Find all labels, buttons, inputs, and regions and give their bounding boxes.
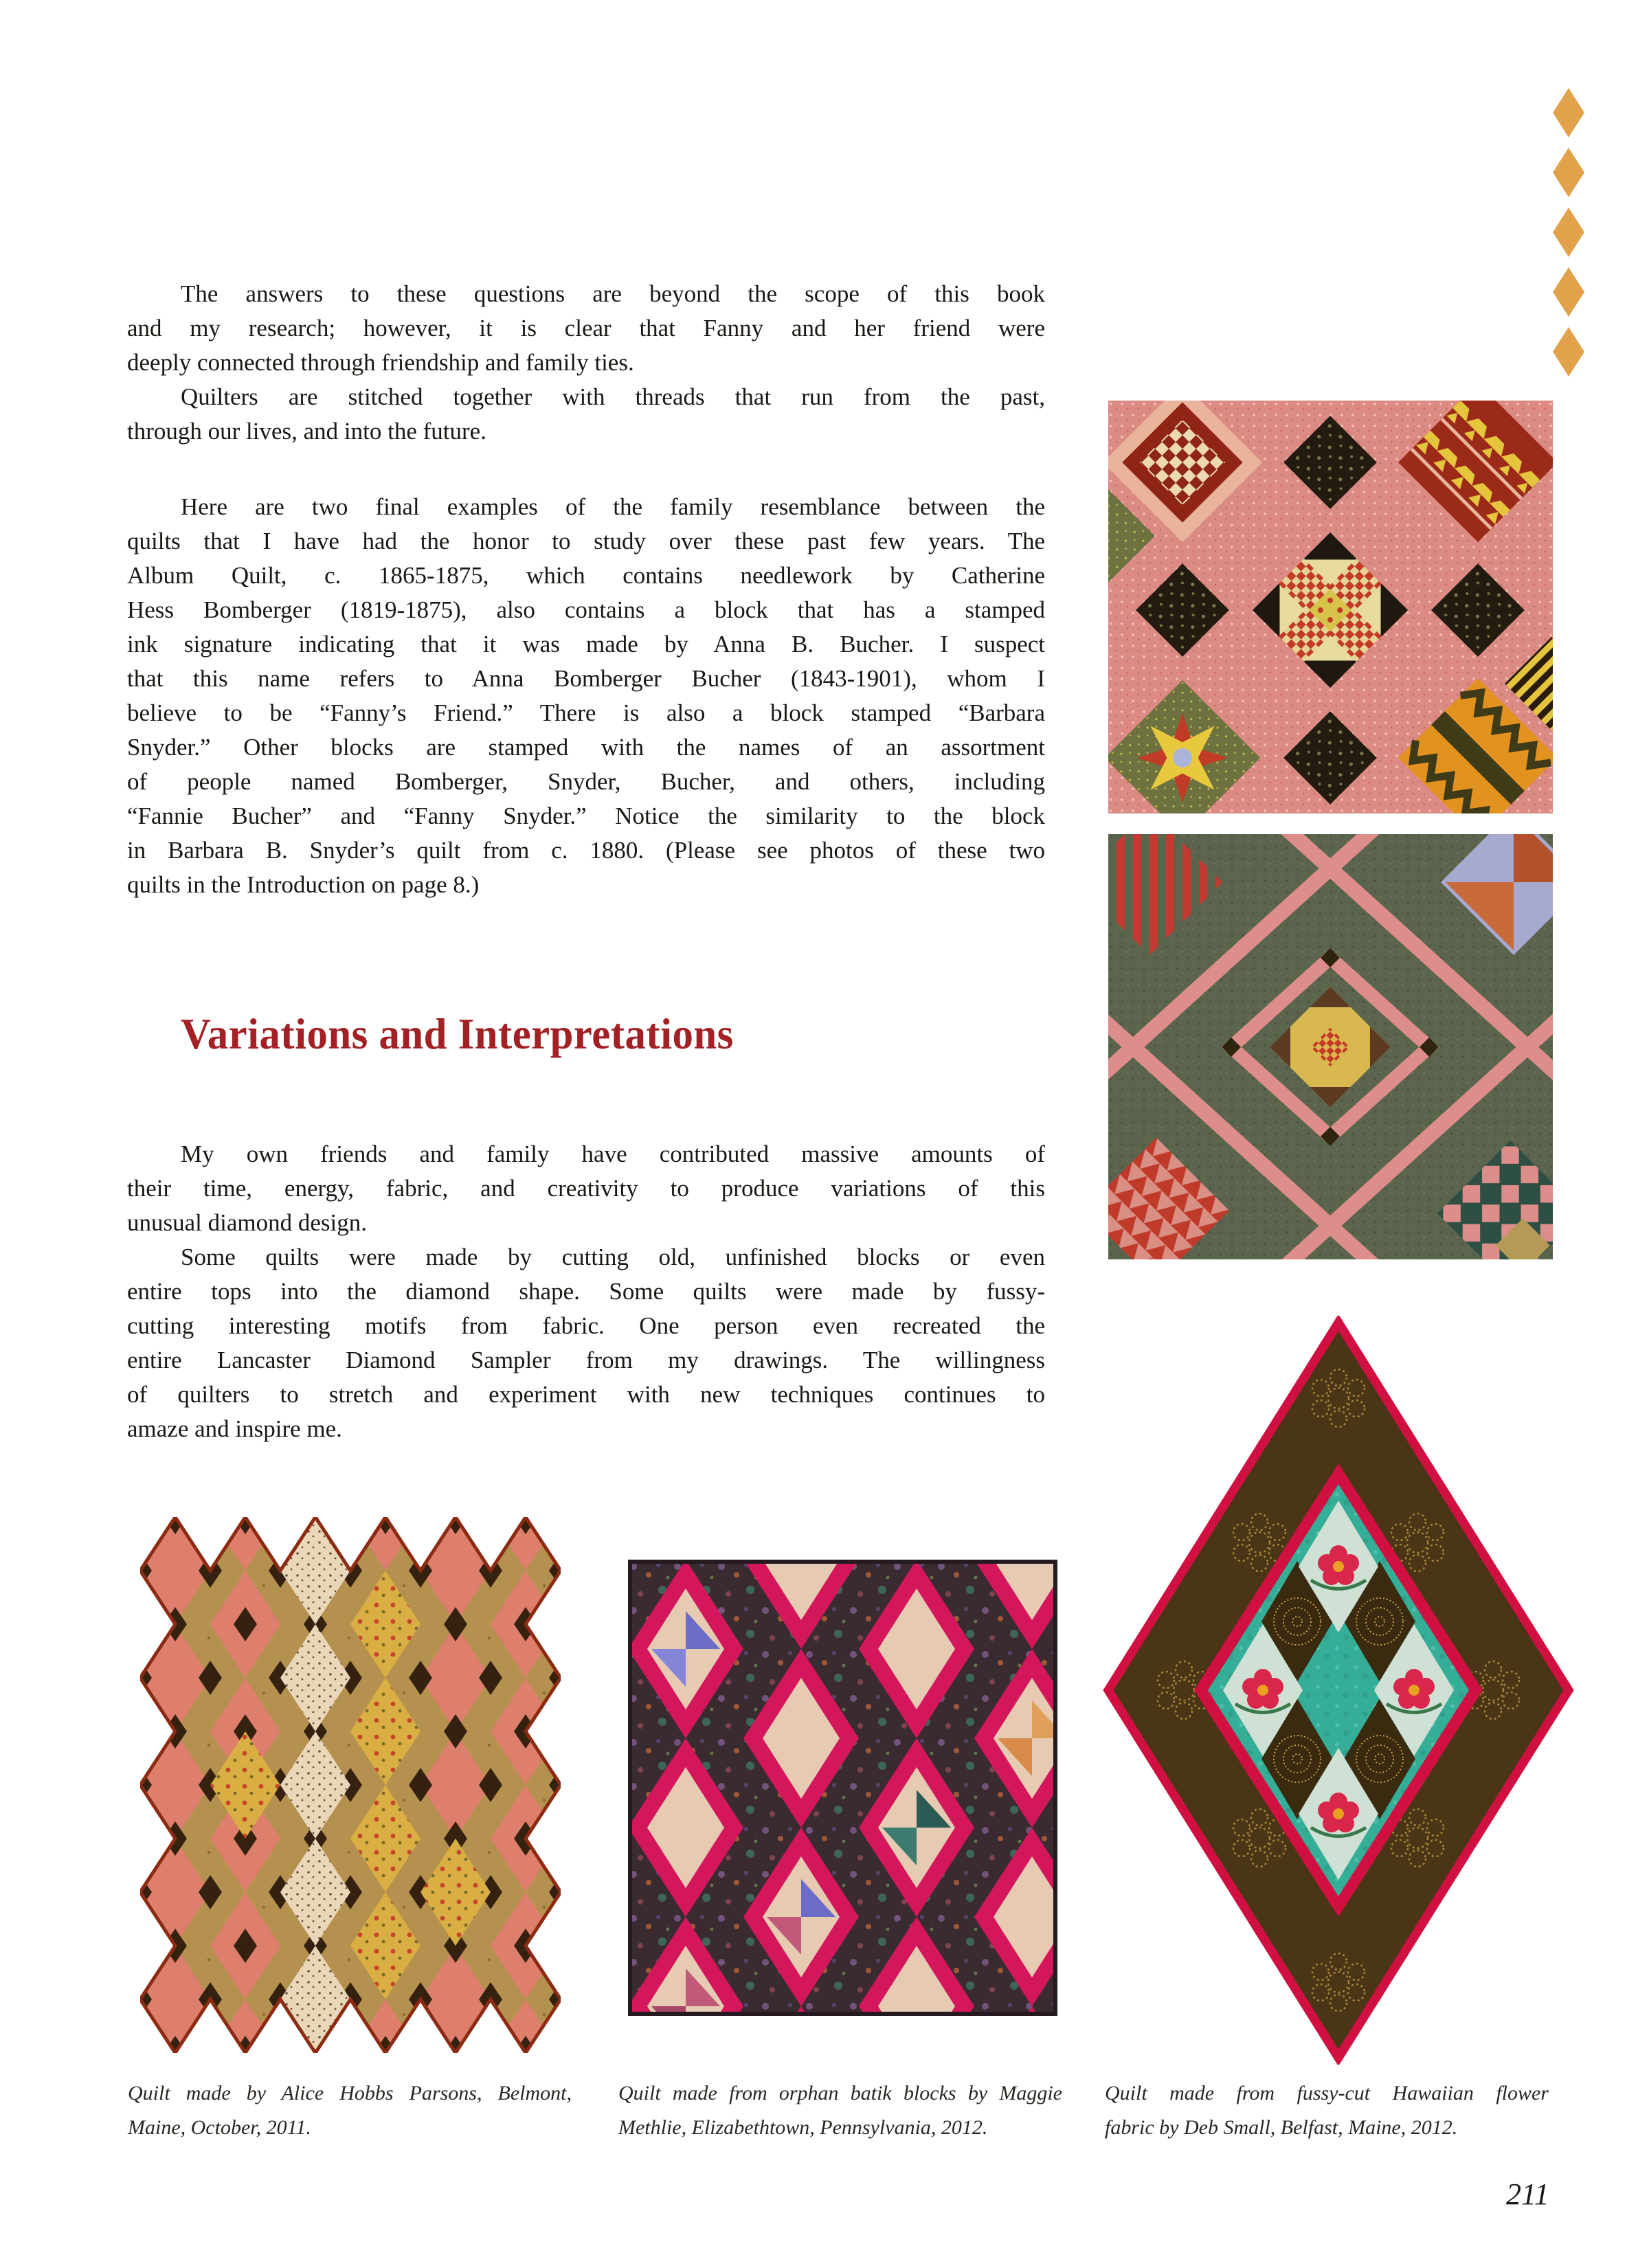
- text-line: deeply connected through friendship and family ties.: [127, 349, 634, 376]
- quilt-photo-batik-diamonds: [628, 1560, 1057, 2016]
- text-line: Quilters are stitched together with threads that run from the past,: [181, 383, 1045, 410]
- text-line: believe to be “Fanny’s Friend.” There is also a block stamped “Barbara: [127, 699, 1045, 726]
- diamond-icon: [1553, 88, 1584, 137]
- paragraph: [127, 380, 1045, 449]
- text-line: unusual diamond design.: [127, 1209, 367, 1236]
- caption-line: Quilt made by Alice Hobbs Parsons, Belmont,: [128, 2082, 572, 2104]
- text-line: that this name refers to Anna Bomberger Bucher (1843-1901), whom I: [127, 665, 1045, 692]
- text-line: My own friends and family have contributed massive amounts of: [181, 1141, 1045, 1167]
- paragraph: [127, 277, 1045, 380]
- caption-line: Maine, October, 2011.: [128, 2116, 311, 2139]
- text-line: through our lives, and into the future.: [127, 418, 486, 445]
- photo-caption: [618, 2076, 1062, 2145]
- text-line: “Fannie Bucher” and “Fanny Snyder.” Notice the similarity to the block: [127, 802, 1045, 829]
- text-line: of people named Bomberger, Snyder, Bucher, and others, including: [127, 768, 1045, 795]
- page-number: 211: [1506, 2177, 1549, 2211]
- quilt-photo-hawaiian-diamond: [1101, 1316, 1575, 2065]
- caption-line: Quilt made from orphan batik blocks by Maggie: [618, 2082, 1062, 2104]
- photo-caption: [128, 2076, 572, 2145]
- quilt-photo-argyle-diamonds: [140, 1517, 561, 2053]
- intro-text-block: [127, 277, 1045, 902]
- section-heading: Variations and Interpretations: [181, 1009, 734, 1058]
- text-line: The answers to these questions are beyond the scope of this book: [181, 280, 1045, 307]
- diamond-icon: [1553, 327, 1584, 377]
- text-line: and my research; however, it is clear that Fanny and her friend were: [127, 315, 1045, 341]
- text-line: of quilters to stretch and experiment with new techniques continues to: [127, 1381, 1045, 1408]
- diamond-icon: [1553, 148, 1584, 197]
- diamond-icon: [1553, 207, 1584, 257]
- text-line: entire Lancaster Diamond Sampler from my drawings. The willingness: [127, 1347, 1045, 1373]
- text-line: Here are two final examples of the family resemblance between the: [181, 493, 1045, 520]
- text-line: ink signature indicating that it was made by Anna B. Bucher. I suspect: [127, 631, 1045, 658]
- text-line: entire tops into the diamond shape. Some quilts were made by fussy-: [127, 1278, 1045, 1305]
- diamond-ornament-column: [1553, 88, 1584, 377]
- text-line: their time, energy, fabric, and creativity to produce variations of this: [127, 1175, 1045, 1202]
- caption-line: fabric by Deb Small, Belfast, Maine, 2012.: [1105, 2116, 1458, 2139]
- photo-caption: [1105, 2076, 1549, 2145]
- caption-line: Quilt made from fussy-cut Hawaiian flower: [1105, 2082, 1549, 2104]
- quilt-photo-green-sampler-detail: [1108, 834, 1553, 1259]
- text-line: Some quilts were made by cutting old, unfinished blocks or even: [181, 1244, 1045, 1270]
- text-line: amaze and inspire me.: [127, 1415, 342, 1442]
- quilt-photo-album-sampler-detail: [1108, 401, 1553, 813]
- text-line: Hess Bomberger (1819-1875), also contains a block that has a stamped: [127, 596, 1045, 623]
- text-line: in Barbara B. Snyder’s quilt from c. 1880. (Please see photos of these two: [127, 837, 1045, 864]
- caption-line: Methlie, Elizabethtown, Pennsylvania, 2012.: [618, 2116, 988, 2139]
- text-line: Snyder.” Other blocks are stamped with the names of an assortment: [127, 734, 1045, 761]
- text-line: quilts in the Introduction on page 8.): [127, 871, 480, 898]
- paragraph: [127, 1240, 1045, 1446]
- text-line: quilts that I have had the honor to study over these past few years. The: [127, 528, 1045, 554]
- paragraph: [127, 1137, 1045, 1240]
- text-line: Album Quilt, c. 1865-1875, which contains needlework by Catherine: [127, 562, 1045, 589]
- variations-text-block: [127, 1137, 1045, 1446]
- text-line: cutting interesting motifs from fabric. One person even recreated the: [127, 1312, 1045, 1339]
- diamond-icon: [1553, 267, 1584, 317]
- paragraph: [127, 490, 1045, 902]
